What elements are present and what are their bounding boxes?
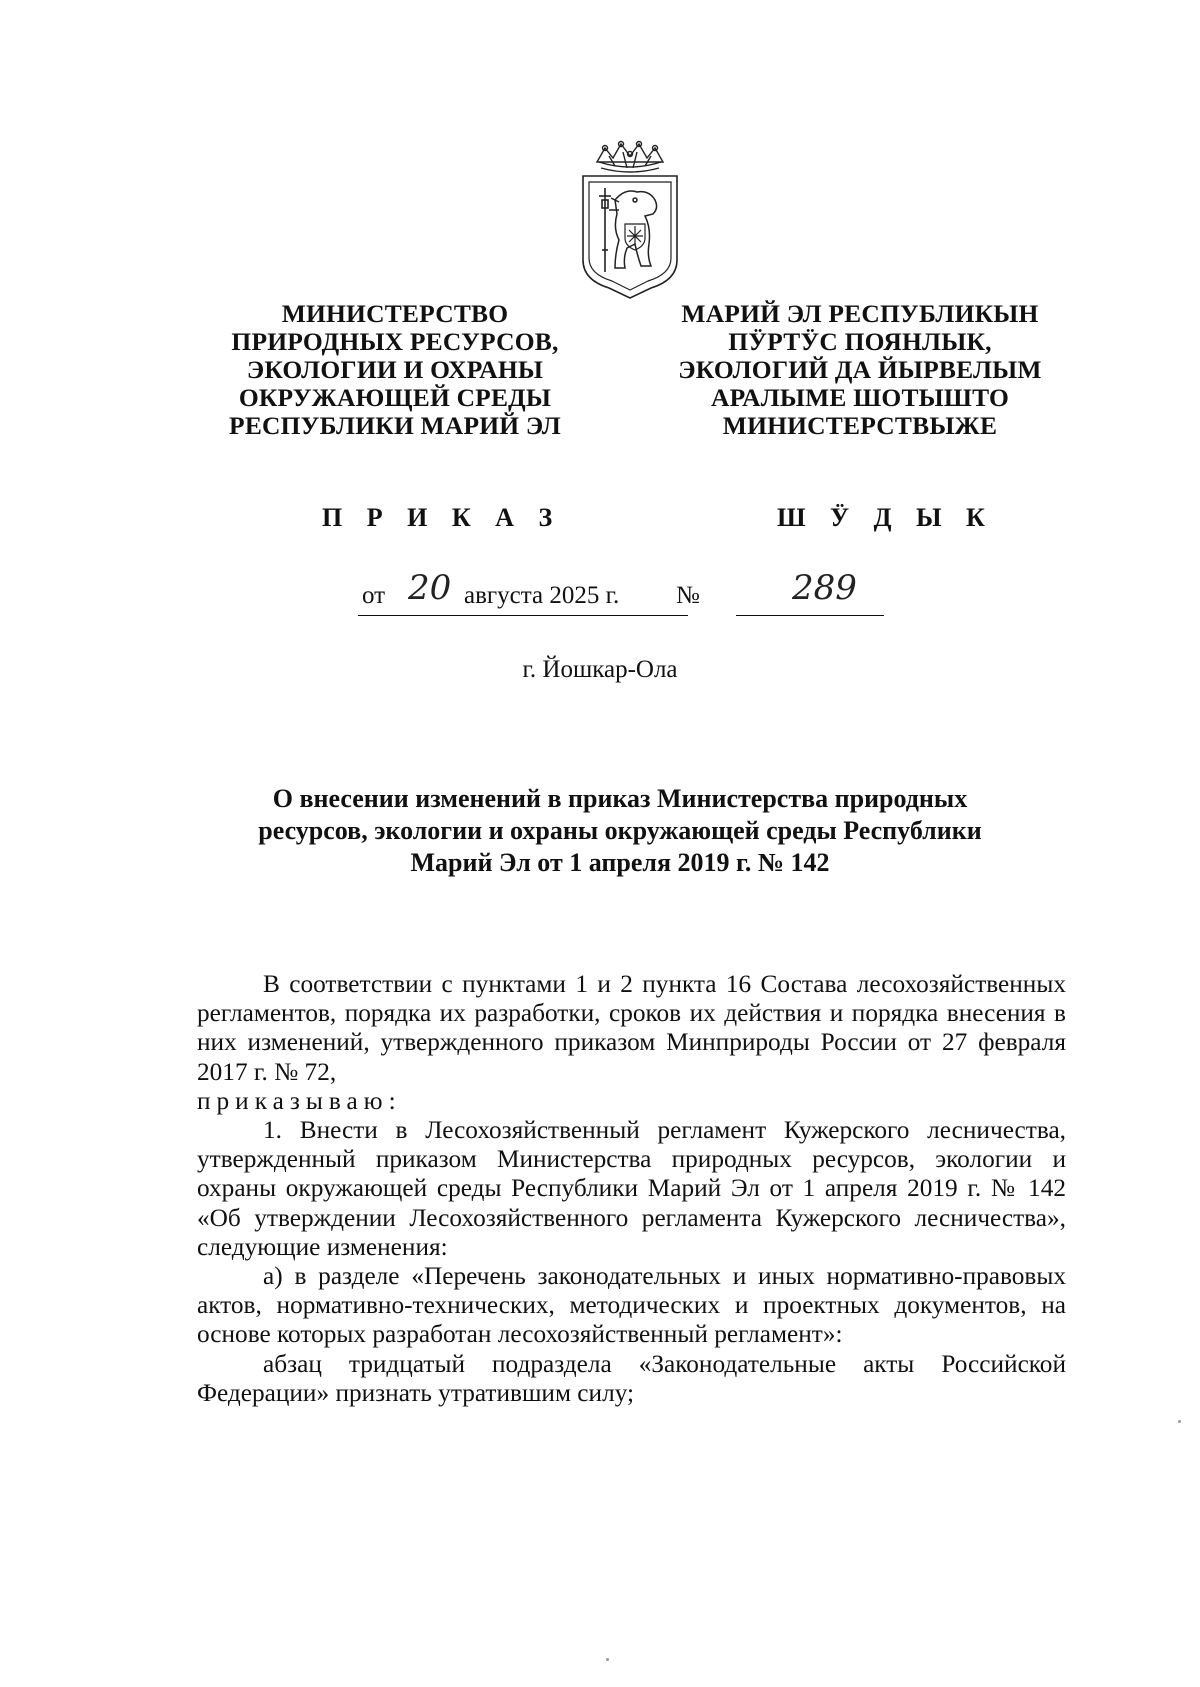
header-right-line: МАРИЙ ЭЛ РЕСПУБЛИКЫН xyxy=(681,299,1039,328)
ministry-header-russian xyxy=(200,300,590,440)
scan-mark xyxy=(1178,1420,1181,1423)
document-subject xyxy=(230,783,1010,879)
number-underline xyxy=(736,615,884,616)
header-left-line: РЕСПУБЛИКИ МАРИЙ ЭЛ xyxy=(229,411,561,440)
body-paragraph: 1. Внести в Лесохозяйственный регламент Кужерского лесничества, утвержденный приказом Министерства природных ресурсов, экологии и охраны окружающей среды Республики Марий Эл от 1 апреля 2019 г. № 142 «Об утверждении Лесохозяйственного регламента Кужерского лесничества», следующие изменения: xyxy=(197,1116,1066,1261)
subject-line: Марий Эл от 1 апреля 2019 г. № 142 xyxy=(410,848,830,877)
header-right-line: МИНИСТЕРСТВЫЖЕ xyxy=(722,411,998,440)
body-paragraph: В соответствии с пунктами 1 и 2 пункта 16 Состава лесохозяйственных регламентов, порядка их разработки, сроков их действия и порядка внесения в них изменений, утвержденного приказом Минприроды России от 27 февраля 2017 г. № 72, xyxy=(197,970,1066,1086)
order-title-russian: П Р И К А З xyxy=(322,503,562,532)
document-body xyxy=(197,970,1066,1408)
date-month-year: августа 2025 г. xyxy=(464,582,620,609)
date-prefix: от xyxy=(362,582,386,609)
body-paragraph: абзац тридцатый подраздела «Законодательные акты Российской Федерации» признать утратившим силу; xyxy=(197,1349,1066,1407)
body-paragraph: а) в разделе «Перечень законодательных и иных нормативно-правовых актов, нормативно-технических, методических и проектных документов, на основе которых разработан лесохозяйственный регламент»: xyxy=(197,1262,1066,1349)
coat-of-arms-emblem xyxy=(575,140,685,305)
scan-mark xyxy=(606,1658,609,1661)
header-right-line: ЭКОЛОГИЙ ДА ЙЫРВЕЛЫМ xyxy=(678,355,1042,384)
city-name: г. Йошкар-Ола xyxy=(522,656,678,683)
subject-line: ресурсов, экологии и охраны окружающей среды Республики xyxy=(258,816,982,845)
ministry-header-mari xyxy=(640,300,1080,440)
header-left-line: ЭКОЛОГИИ И ОХРАНЫ xyxy=(246,355,544,384)
handwritten-number: 289 xyxy=(792,568,857,608)
subject-line: О внесении изменений в приказ Министерства природных xyxy=(272,784,968,813)
header-left-line: ОКРУЖАЮЩЕЙ СРЕДЫ xyxy=(238,383,552,412)
header-right-line: АРАЛЫМЕ ШОТЫШТО xyxy=(710,383,1010,412)
handwritten-day: 20 xyxy=(408,568,452,608)
date-underline xyxy=(358,615,688,616)
order-word: приказываю: xyxy=(197,1086,402,1115)
header-left-line: ПРИРОДНЫХ РЕСУРСОВ, xyxy=(231,327,559,356)
header-right-line: ПӰРТӰС ПОЯНЛЫК, xyxy=(728,327,992,356)
number-sign: № xyxy=(676,582,700,609)
order-title-mari: Ш Ӱ Д Ы К xyxy=(777,503,994,532)
header-left-line: МИНИСТЕРСТВО xyxy=(281,299,509,328)
